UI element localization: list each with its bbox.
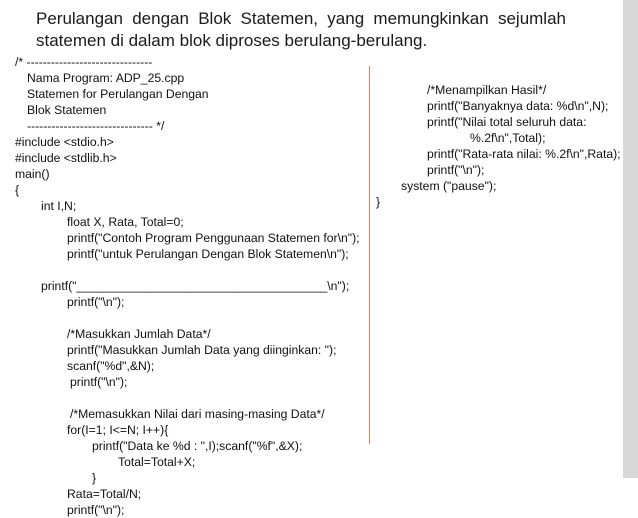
code-line: Statemen for Perulangan Dengan: [27, 87, 209, 101]
code-line: }: [92, 471, 97, 485]
code-line: }: [376, 195, 381, 209]
code-line: printf("\n");: [67, 503, 125, 517]
code-line: /* -------------------------------: [15, 55, 153, 69]
code-line: /*Masukkan Jumlah Data*/: [67, 327, 211, 341]
code-line: %.2f\n",Total);: [470, 131, 546, 145]
slide-heading: Perulangan dengan Blok Statemen, yang memungkinkan sejumlah statemen di dalam blok diproses berulang-berulang.: [36, 9, 566, 50]
code-line: printf("\n");: [427, 163, 485, 177]
code-line: main(): [15, 167, 50, 181]
code-line: printf("_____________________________________\n");: [41, 279, 350, 293]
code-line: #include <stdio.h>: [15, 135, 114, 149]
code-line: printf("Rata-rata nilai: %.2f\n",Rata);: [427, 147, 621, 161]
code-line: printf("Nilai total seluruh data:: [427, 115, 587, 129]
code-line: printf("Banyaknya data: %d\n",N);: [427, 99, 609, 113]
code-line: printf("Data ke %d : ",I);scanf("%f",&X);: [92, 439, 303, 453]
code-line: printf("\n");: [67, 295, 125, 309]
code-line: printf("untuk Perulangan Dengan Blok Statemen\n");: [67, 247, 349, 261]
code-line: int I,N;: [41, 199, 77, 213]
code-line: {: [15, 183, 20, 197]
code-line: printf("Contoh Program Penggunaan Statemen for\n");: [67, 231, 360, 245]
code-line: printf("\n");: [70, 375, 128, 389]
code-line: scanf("%d",&N);: [67, 359, 155, 373]
code-line: for(I=1; I<=N; I++){: [67, 423, 169, 437]
slide-side-bar: [623, 0, 638, 478]
code-line: Blok Statemen: [27, 103, 107, 117]
code-line: system ("pause");: [401, 179, 497, 193]
code-line: /*Menampilkan Hasil*/: [427, 83, 547, 97]
code-line: /*Memasukkan Nilai dari masing-masing Data*/: [70, 407, 325, 421]
code-line: #include <stdlib.h>: [15, 151, 117, 165]
code-line: Rata=Total/N;: [67, 487, 142, 501]
code-line: Total=Total+X;: [118, 455, 196, 469]
code-line: Nama Program: ADP_25.cpp: [27, 71, 185, 85]
code-line: float X, Rata, Total=0;: [67, 215, 184, 229]
column-divider: [369, 66, 370, 444]
code-line: ------------------------------- */: [27, 119, 165, 133]
code-line: printf("Masukkan Jumlah Data yang diinginkan: ");: [67, 343, 337, 357]
